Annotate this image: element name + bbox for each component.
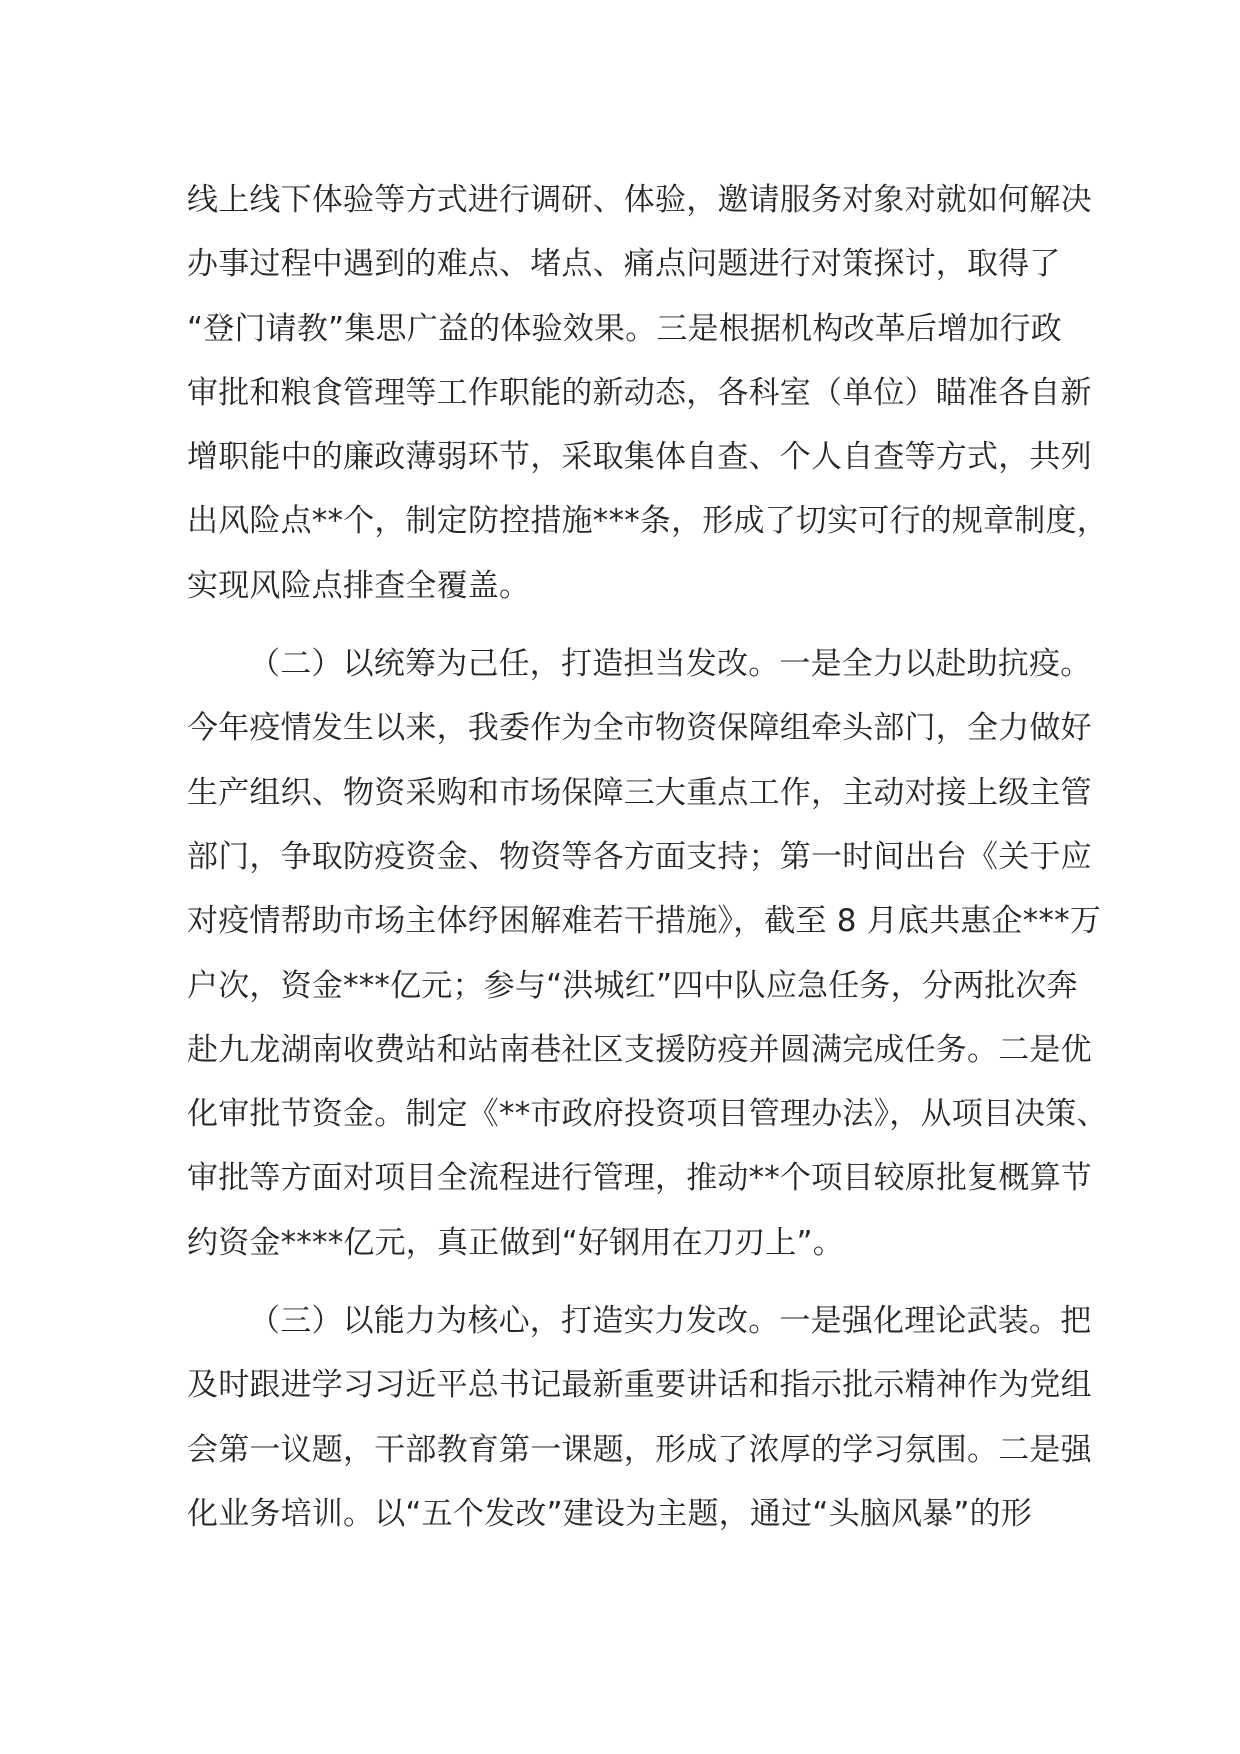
text-line: “登门请教”集思广益的体验效果。三是根据机构改革后增加行政 [187, 310, 1062, 347]
text-line: 及时跟进学习习近平总书记最新重要讲话和指示批示精神作为党组 [187, 1367, 1092, 1404]
text-line-indented: （三）以能力为核心，打造实力发改。一是强化理论武装。把 [249, 1303, 1092, 1340]
text-line: 生产组织、物资采购和市场保障三大重点工作，主动对接上级主管 [187, 774, 1092, 811]
text-line: 审批等方面对项目全流程进行管理，推动**个项目较原批复概算节 [187, 1160, 1092, 1197]
text-line: 增职能中的廉政薄弱环节，采取集体自查、个人自查等方式，共列 [187, 439, 1092, 476]
text-line: 今年疫情发生以来，我委作为全市物资保障组牵头部门，全力做好 [187, 710, 1092, 747]
text-line: 会第一议题，干部教育第一课题，形成了浓厚的学习氛围。二是强 [187, 1431, 1092, 1468]
text-line: 部门，争取防疫资金、物资等各方面支持；第一时间出台《关于应 [187, 838, 1092, 875]
paragraph-1 [187, 168, 1108, 618]
text-line: 审批和粮食管理等工作职能的新动态，各科室（单位）瞄准各自新 [187, 374, 1092, 411]
paragraph-2 [187, 632, 1108, 1275]
text-line: 出风险点**个，制定防控措施***条，形成了切实可行的规章制度， [187, 503, 1108, 540]
text-line-indented: （二）以统筹为己任，打造担当发改。一是全力以赴助抗疫。 [249, 646, 1092, 683]
document-body [187, 168, 1108, 1546]
text-line: 线上线下体验等方式进行调研、体验，邀请服务对象对就如何解决 [187, 182, 1092, 218]
paragraph-3 [187, 1289, 1092, 1546]
text-line: 户次，资金***亿元；参与“洪城红”四中队应急任务，分两批次奔 [187, 967, 1078, 1004]
text-line: 办事过程中遇到的难点、堵点、痛点问题进行对策探讨，取得了 [187, 246, 1061, 283]
text-line: 约资金****亿元，真正做到“好钢用在刀刃上”。 [187, 1224, 844, 1261]
text-line: 对疫情帮助市场主体纾困解难若干措施》，截至 8 月底共惠企***万 [187, 903, 1102, 940]
text-line: 化业务培训。以“五个发改”建设为主题，通过“头脑风暴”的形 [187, 1495, 1033, 1532]
text-line: 赴九龙湖南收费站和站南巷社区支援防疫并圆满完成任务。二是优 [187, 1031, 1092, 1068]
text-line: 化审批节资金。制定《**市政府投资项目管理办法》，从项目决策、 [187, 1096, 1108, 1133]
text-line: 实现风险点排查全覆盖。 [187, 567, 531, 604]
